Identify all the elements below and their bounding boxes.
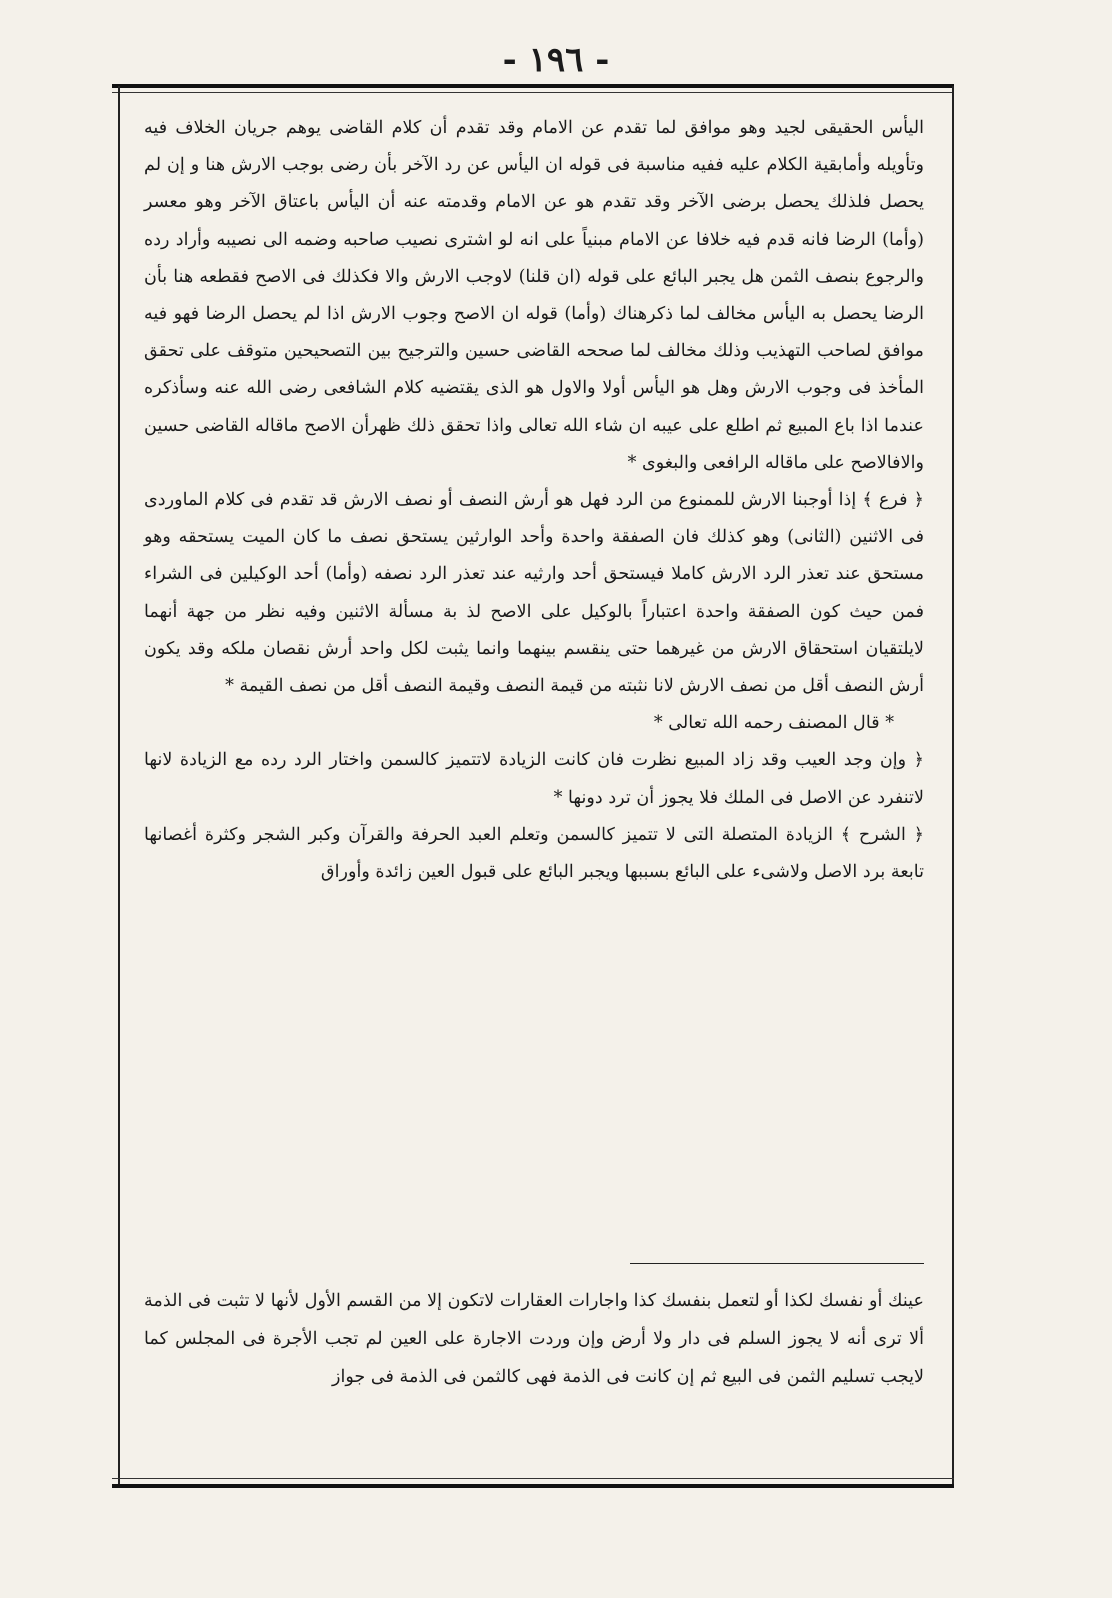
page-number: - ١٩٦ -: [502, 40, 610, 80]
main-text: [144, 110, 924, 891]
paragraph-author-said: * قال المصنف رحمه الله تعالى *: [653, 713, 894, 734]
paragraph-matn: ﴿ وإن وجد العيب وقد زاد المبيع نظرت فان كانت الزيادة لاتتميز كالسمن واختار الرد رده مع الزيادة لانها لاتنفرد عن الاصل فى الملك فلا يجوز أن ترد دونها *: [144, 750, 924, 808]
footnote: [144, 1282, 924, 1396]
bottom-double-rule: [112, 1484, 954, 1488]
paragraph-branch-issue: ﴿ فرع ﴾ إذا أوجبنا الارش للممنوع من الرد فهل هو أرش النصف أو نصف الارش قد تقدم فى كلام الماوردى فى الاثنين (الثانى) وهو كذلك فان الصفقة واحدة وأحد الوارثين يستحق نصف ما كان الميت يستحقه وهو مستحق عند تعذر الرد الارش كاملا فيستحق أحد وارثيه عند تعذر الرد نصفه (وأما) أحد الوكيلين فى الشراء فمن حيث كون الصفقة واحدة اعتباراً بالوكيل على الاصح لذ بة مسألة الاثنين وفيه نظر من جهة أنهما لايلتقيان استحقاق الارش من غيرهما حتى ينقسم بينهما وانما يثبت لكل واحد أرش نقصان ملكه وقد يكون أرش النصف أقل من نصف الارش لانا نثبته من قيمة النصف وقيمة النصف أقل من نصف القيمة *: [144, 490, 924, 697]
paragraph-sharh: ﴿ الشرح ﴾ الزيادة المتصلة التى لا تتميز كالسمن وتعلم العبد الحرفة والقرآن وكبر الشجر وكثرة أغصانها تابعة برد الاصل ولاشىء على البائع بسببها ويجبر البائع على قبول العين زائدة وأوراق: [144, 824, 924, 883]
footnote-separator: [630, 1263, 924, 1264]
footnote-paragraph: عينك أو نفسك لكذا أو لتعمل بنفسك كذا واجارات العقارات لاتكون إلا من القسم الأول لأنها لا تثبت فى الذمة ألا ترى أنه لا يجوز السلم فى دار ولا أرض وإن وردت الاجارة على العين لم تجب الأجرة فى المجلس كما لايجب تسليم الثمن فى البيع ثم إن كانت فى الذمة فهى كالثمن فى الذمة فى جواز: [144, 1291, 924, 1387]
paragraph-commentary: اليأس الحقيقى لجيد وهو موافق لما تقدم عن الامام وقد تقدم أن كلام القاضى يوهم جريان الخلاف فيه وتأويله وأمابقية الكلام عليه ففيه مناسبة فى قوله ان اليأس عن رد الآخر بأن رضى بوجب الارش هنا و إن لم يحصل فلذلك يحصل برضى الآخر وقد تقدم هو عن الامام وقدمته عنه أن اليأس باعتاق الآخر وهو معسر (وأما) الرضا فانه قدم فيه خلافا عن الامام مبنياً على انه لو اشترى نصيب صاحبه وضمه الى نصيبه وأراد رده والرجوع بنصف الثمن هل يجبر البائع على قوله (ان قلنا) لاوجب الارش والا فكذلك فى الاصح فقطعه هنا بأن الرضا يحصل به اليأس مخالف لما ذكرهناك (وأما) قوله ان الاصح وجوب الارش اذا لم يحصل الرضا فهو فيه موافق لصاحب التهذيب وذلك مخالف لما صححه القاضى حسين والترجيح بين التصحيحين متوقف على تحقق المأخذ فى وجوب الارش وهل هو اليأس أولا والاول هو الذى يقتضيه كلام الشافعى رضى الله عنه وسأذكره عندما اذا باع المبيع ثم اطلع على عيبه ان شاء الله تعالى واذا تحقق ذلك ظهرأن الاصح ماقاله القاضى حسين والافالاصح على ماقاله الرافعى والبغوى *: [144, 118, 924, 473]
bottom-thin-rule: [112, 1478, 954, 1479]
